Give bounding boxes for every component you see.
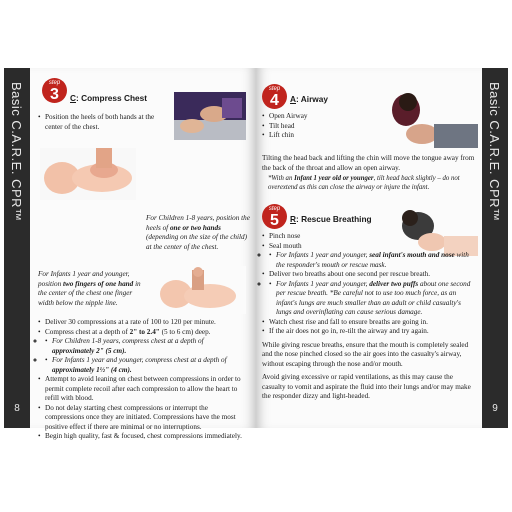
step-4-heading [290, 94, 328, 104]
two-breaths-bullet [262, 270, 478, 318]
infant-puffs-c: about one second per rescue breath. *Be careful not to use too much force, as an infant's lungs are much smaller than an adult or child casualty's lungs and overinflating can cause serious damage. [276, 279, 471, 316]
infant-puffs-sub [269, 280, 478, 318]
step-4-word: step [268, 86, 281, 92]
children-note-c: (depending on the size of the child) at the center of the chest. [146, 233, 248, 251]
right-page [256, 68, 508, 428]
heels-bullet-list [38, 113, 168, 132]
step-3-badge [42, 78, 67, 103]
seal-mouth-bullet [262, 242, 478, 271]
airway-bullet-1: • Open Airway [262, 112, 478, 122]
infant-note-c: in the center of the chest one finger width below the nipple line. [38, 279, 141, 307]
step-4-title: Airway [300, 94, 328, 104]
infant-seal-c: with the responder's mouth or rescue mask. [276, 251, 469, 269]
two-breaths-text: Deliver two breaths about one second per rescue breath. [269, 270, 431, 278]
depth-text-b: 2" to 2.4" [129, 327, 160, 336]
airway-content [262, 112, 478, 141]
children-hand-note [146, 214, 252, 252]
airway-paragraph-block [262, 154, 478, 193]
retilt-bullet: • If the air does not go in, re-tilt the airway and try again. [262, 327, 478, 337]
infant-finger-note [38, 270, 148, 308]
heels-bullet: • Position the heels of both hands at the center of the chest. [38, 113, 168, 132]
infant-seal-a: For Infants 1 year and younger, [276, 251, 370, 259]
step-5-heading [290, 214, 372, 224]
step-5-title: Rescue Breathing [301, 214, 372, 224]
infant-seal-b: seal infant's mouth and nose [369, 251, 455, 259]
seal-mouth-text: Seal mouth [269, 241, 302, 250]
page-number-left: 8 [14, 403, 20, 414]
infant-note-a: For Infants 1 year and younger, position [38, 270, 130, 288]
step-4-letter: A [290, 94, 296, 104]
step-letter: C [70, 93, 76, 103]
children-note-b: one or two hands [169, 223, 221, 232]
child-depth-b: approximately 2" (5 cm). [52, 346, 127, 355]
step-4-badge [262, 84, 287, 109]
step-4-number: 4 [270, 92, 279, 109]
step-colon: : [76, 93, 82, 103]
recoil-bullet: • Attempt to avoid leaning on chest between compressions in order to permit complete recoil after each compression to allow the heart to refill with blood. [38, 375, 246, 404]
ventilation-paragraph: Avoid giving excessive or rapid ventilations, as this may cause the casualty to vomit and aspirate the fluid into their lungs and/or may make the responder dizzy and light-headed. [262, 373, 471, 400]
airway-bullet-list [262, 112, 478, 141]
book-title-right: Basic C.A.R.E. CPR™ [487, 82, 502, 222]
infant-note-b: two fingers of one hand [62, 279, 134, 288]
depth-text-c: (5 to 6 cm) deep. [159, 327, 211, 336]
book-title-left: Basic C.A.R.E. CPR™ [9, 82, 24, 222]
left-page [4, 68, 256, 440]
infant-depth-a: For Infants 1 year and younger, compress chest at a depth of [52, 356, 227, 364]
step-5-number: 5 [270, 212, 279, 229]
left-side-bar [4, 68, 30, 428]
infant-manikin-photo [152, 266, 246, 314]
child-depth-sub [45, 337, 246, 356]
no-delay-bullet: • Do not delay starting chest compressions or interrupt the compressions once they are initiated. Compressions have the most positive effect if there are minimal or no interruptions. [38, 404, 246, 433]
seal-sub-list [269, 251, 478, 270]
airway-bullet-2: • Tilt head [262, 122, 478, 132]
child-manikin-photo [40, 148, 136, 200]
breaths-sub-list [269, 280, 478, 318]
airway-paragraph: Tilting the head back and lifting the chin will move the tongue away from the back of the throat and allow an open airway. [262, 154, 475, 172]
depth-sub-list [45, 337, 246, 375]
compression-bullet-list [38, 318, 246, 442]
infant-airway-c: , tilt head back slightly – do not overextend as this can close the airway or injure the infant. [268, 175, 460, 191]
step-5-colon: : [296, 214, 302, 224]
right-side-bar [482, 68, 508, 428]
seal-paragraph: While giving rescue breaths, ensure that the mouth is completely sealed and the nose pinched closed so the air goes into the casualty's airway, without escaping through the nose and/or mouth. [262, 340, 469, 368]
infant-seal-sub [269, 251, 478, 270]
child-depth-a: For Children 1-8 years, compress chest at a depth of [52, 337, 204, 345]
pinch-nose-bullet: • Pinch nose [262, 232, 478, 242]
children-note-a: For Children 1-8 years, position the heels of [146, 214, 250, 232]
compression-depth-bullet [38, 328, 246, 376]
infant-puffs-b: deliver two puffs [369, 279, 419, 288]
step-5-letter: R [290, 214, 296, 224]
page-number-right: 9 [492, 403, 498, 414]
compression-bullets [38, 318, 246, 442]
begin-bullet: • Begin high quality, fast & focused, chest compressions immediately. [38, 432, 246, 442]
infant-puffs-a: For Infants 1 year and younger, [276, 279, 370, 288]
airway-bullet-3: • Lift chin [262, 131, 478, 141]
rescue-breathing-content [262, 232, 478, 402]
infant-airway-a: *With an [268, 175, 295, 182]
step-3-heading [70, 93, 147, 103]
depth-text-a: Compress chest at a depth of [45, 327, 130, 336]
open-booklet [4, 68, 508, 440]
infant-airway-note [262, 175, 478, 193]
step-4-colon: : [296, 94, 301, 104]
compression-rate-bullet: • Deliver 30 compressions at a rate of 100 to 120 per minute. [38, 318, 246, 328]
rescue-bullet-list [262, 232, 478, 337]
left-content [38, 113, 246, 132]
step-5-word: step [268, 206, 281, 212]
chest-rise-bullet: • Watch chest rise and fall to ensure breaths are going in. [262, 318, 478, 328]
infant-depth-b: approximately 1½" (4 cm). [52, 365, 132, 374]
step-5-badge [262, 204, 287, 229]
step-word: step [48, 80, 61, 86]
infant-depth-sub [45, 356, 246, 375]
step-number: 3 [50, 86, 59, 103]
step-title: Compress Chest [81, 93, 148, 103]
infant-airway-b: Infant 1 year old or younger [294, 175, 374, 182]
